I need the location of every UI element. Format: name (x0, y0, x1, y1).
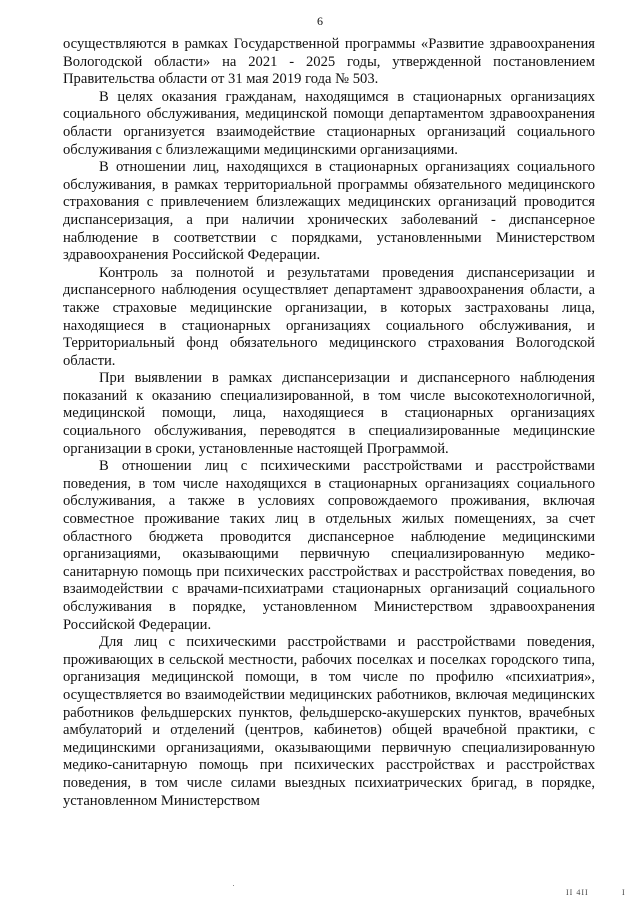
body-text (63, 36, 595, 810)
paragraph: В отношении лиц, находящихся в стационарных организациях социального обслуживания, в рамках территориальной программы обязательного медицинского страхования с привлечением близлежащих медицинских организаций проводится диспансеризация, а при наличии хронических заболеваний - диспансерное наблюдение в соответствии с порядками, установленными Министерством здравоохранения Российской Федерации. (63, 159, 595, 264)
scan-edge-mark: I (622, 888, 625, 897)
paragraph: При выявлении в рамках диспансеризации и диспансерного наблюдения показаний к оказанию специализированной, в том числе высокотехнологичной, медицинской помощи, лица, находящиеся в стационарных организациях социального обслуживания, переводятся в специализированные медицинские организации в сроки, установленные настоящей Программой. (63, 370, 595, 457)
paragraph: осуществляются в рамках Государственной программы «Развитие здравоохранения Вологодской области» на 2021 - 2025 годы, утвержденной постановлением Правительства области от 31 мая 2019 года № 503. (63, 36, 595, 88)
scan-footer-mark: II 4II (566, 888, 589, 897)
paragraph: Для лиц с психическими расстройствами и расстройствами поведения, проживающих в сельской местности, рабочих поселках и поселках городского типа, организация медицинской помощи, в том числе по профилю «психиатрия», осуществляется во взаимодействии медицинских работников, включая медицинских работников фельдшерских пунктов, фельдшерско-акушерских пунктов, врачебных амбулаторий и отделений (центров, кабинетов) общей врачебной практики, с медицинскими организациями, оказывающими первичную специализированную медико-санитарную помощь при психических расстройствах и расстройствах поведения, в том числе силами выездных психиатрических бригад, в порядке, установленном Министерством (63, 634, 595, 809)
paragraph: Контроль за полнотой и результатами проведения диспансеризации и диспансерного наблюдения осуществляет департамент здравоохранения области, а также страховые медицинские организации, в которых застрахованы лица, находящиеся в стационарных организациях социального обслуживания, и Территориальный фонд обязательного медицинского страхования Вологодской области. (63, 264, 595, 369)
paragraph: В целях оказания гражданам, находящимся в стационарных организациях социального обслуживания, медицинской помощи департаментом здравоохранения области организуется взаимодействие стационарных организаций социального обслуживания с близлежащими медицинскими организациями. (63, 88, 595, 158)
paragraph: В отношении лиц с психическими расстройствами и расстройствами поведения, в том числе находящихся в стационарных организациях социального обслуживания, а также в условиях сопровождаемого проживания, включая совместное проживание таких лиц в отдельных жилых помещениях, за счет областного бюджета проводится диспансерное наблюдение медицинскими организациями, оказывающими первичную специализированную медико-санитарную помощь при психических расстройствах и расстройствах поведения, во взаимодействии с врачами-психиатрами стационарных организаций социального обслуживания в порядке, установленном Министерством здравоохранения Российской Федерации. (63, 458, 595, 633)
scan-speck (233, 885, 234, 886)
page-number: 6 (317, 14, 323, 28)
